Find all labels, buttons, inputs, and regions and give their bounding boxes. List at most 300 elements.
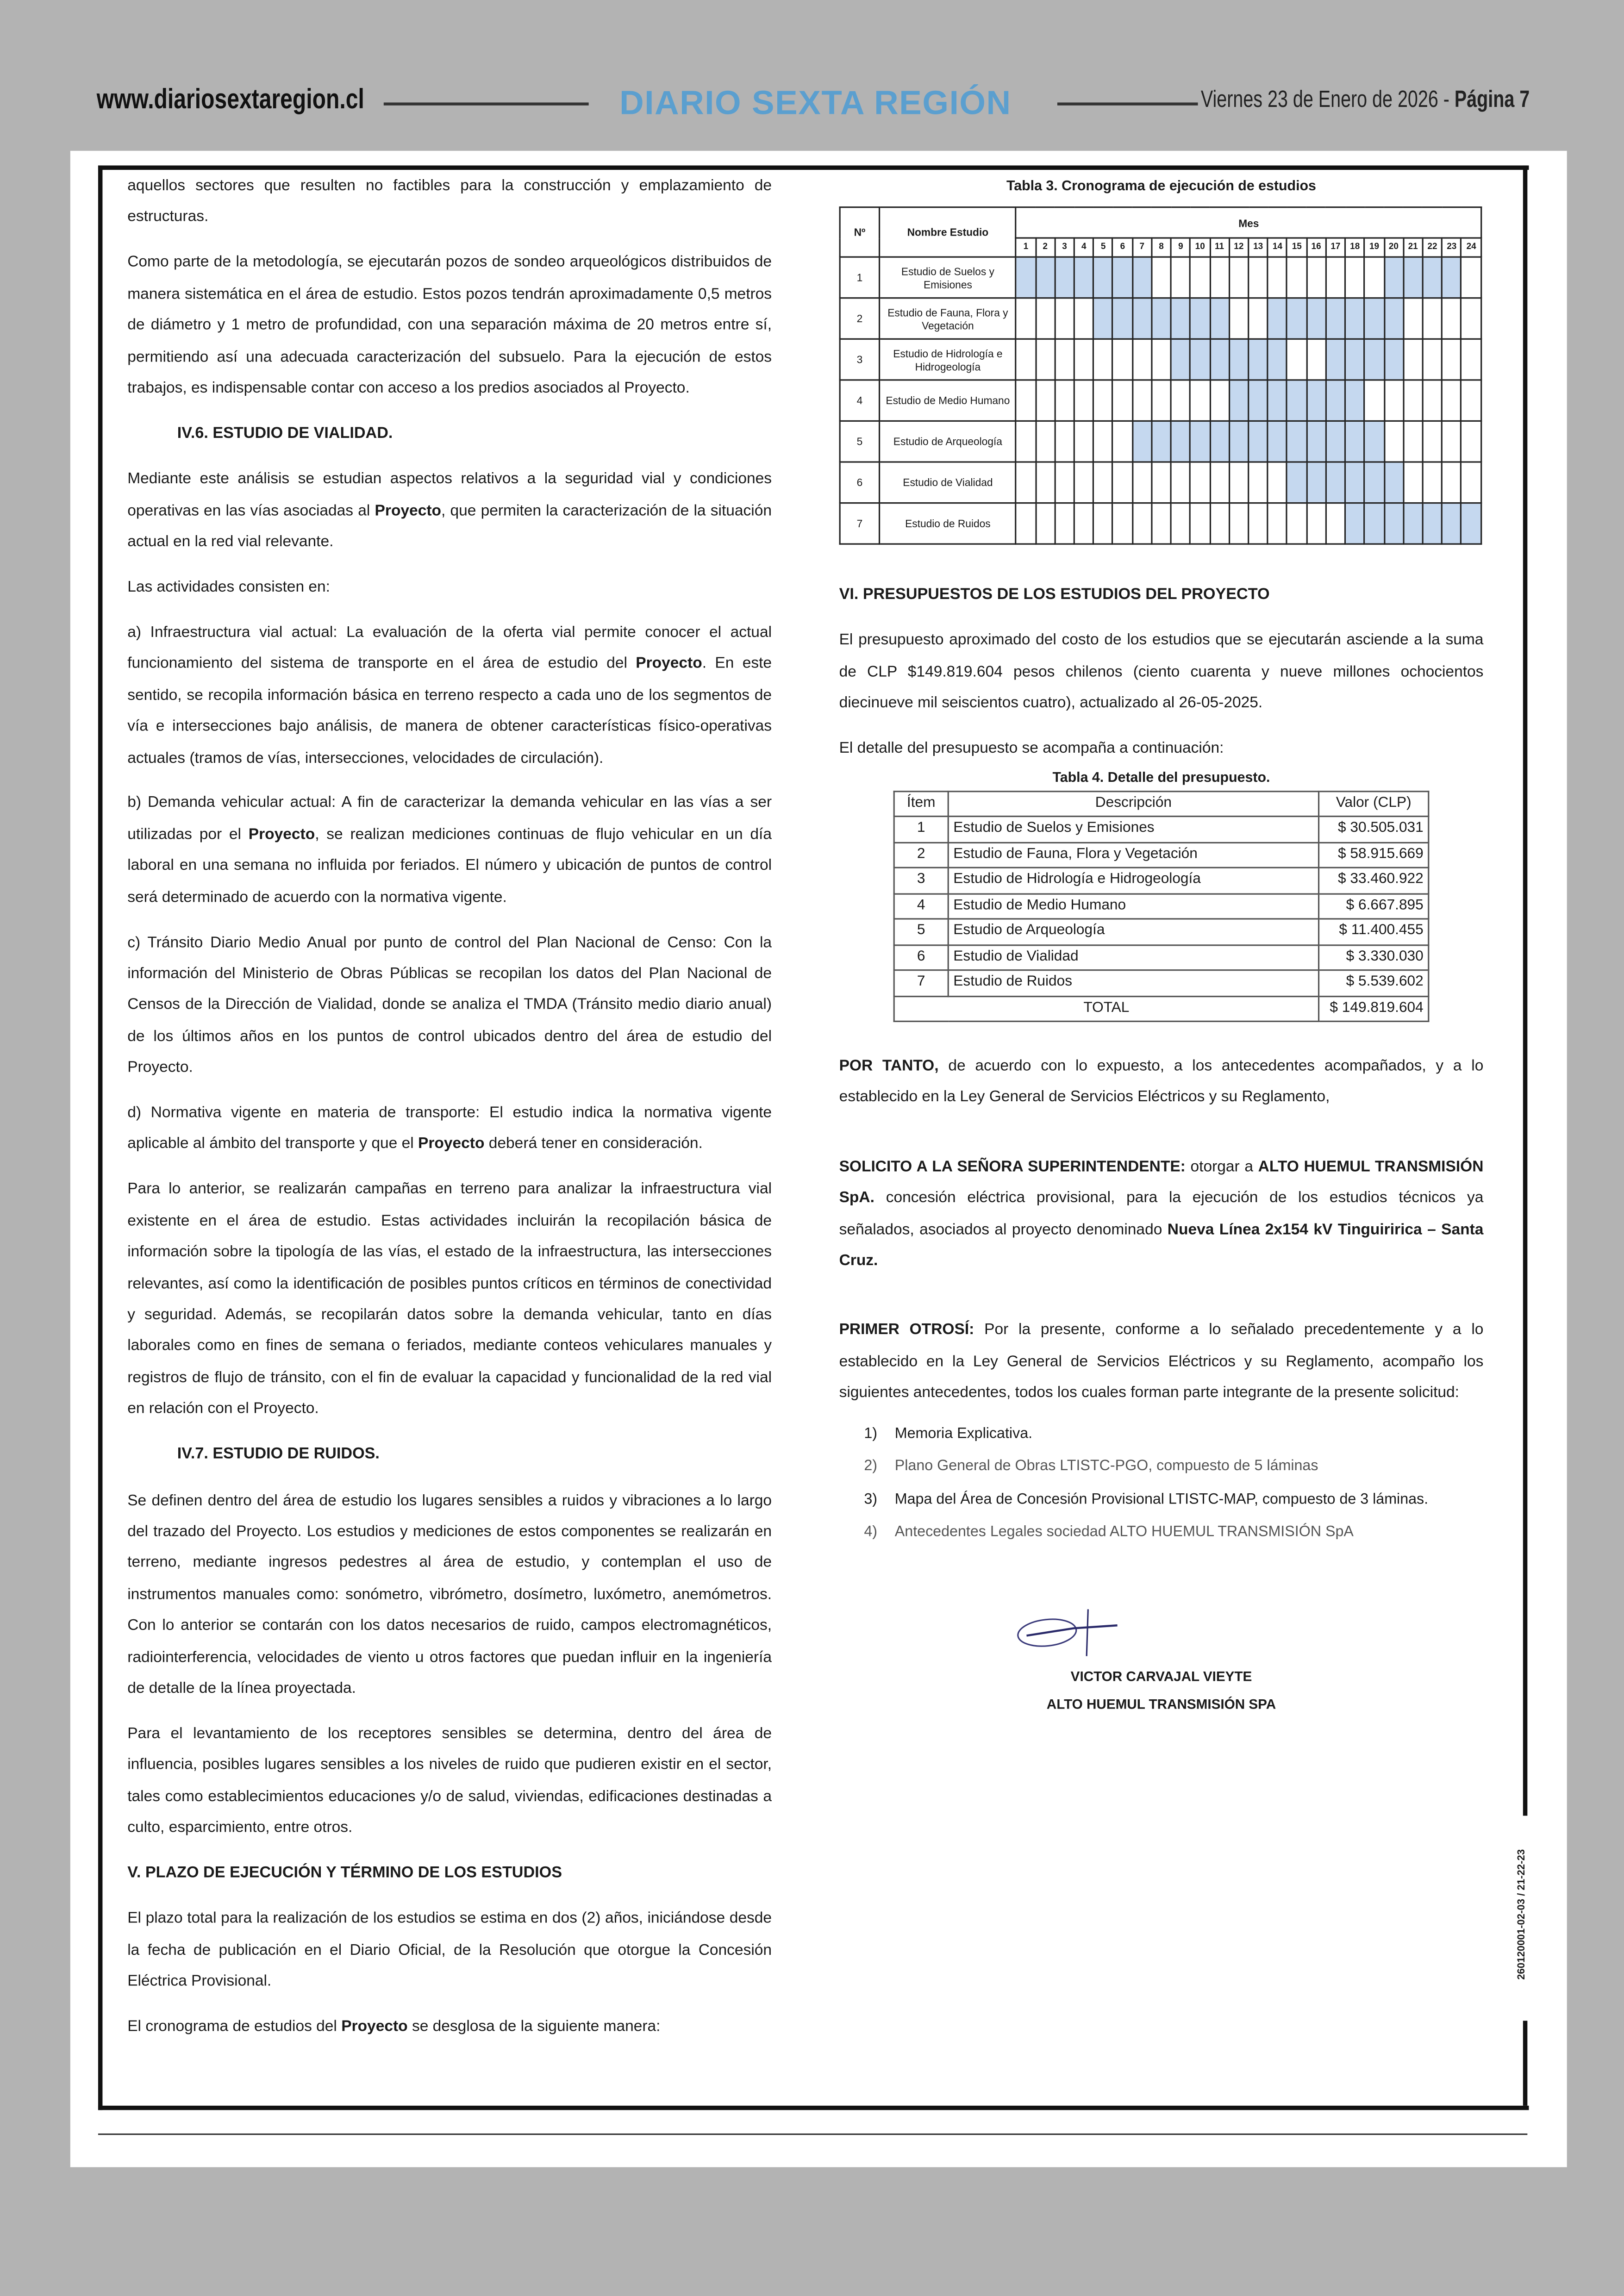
month-cell xyxy=(1462,339,1481,380)
schedule-row xyxy=(840,503,1481,544)
month-cell-active xyxy=(1132,298,1152,339)
month-cell-active xyxy=(1113,257,1132,298)
study-number: 1 xyxy=(840,257,880,298)
month-cell-active xyxy=(1345,421,1365,462)
month-cell-active xyxy=(1306,462,1326,503)
month-cell xyxy=(1093,421,1113,462)
paragraph xyxy=(127,1175,772,1426)
budget-row xyxy=(894,893,1429,919)
item-value: $ 3.330.030 xyxy=(1319,944,1429,970)
paragraph xyxy=(127,1485,772,1705)
month-cell xyxy=(1036,298,1055,339)
month-cell-active xyxy=(1287,298,1306,339)
month-cell xyxy=(1016,298,1036,339)
schedule-table xyxy=(839,206,1482,545)
month-header: 5 xyxy=(1093,238,1113,257)
month-cell-active xyxy=(1365,462,1384,503)
month-cell xyxy=(1036,339,1055,380)
month-cell-active xyxy=(1190,421,1210,462)
month-cell xyxy=(1462,257,1481,298)
month-cell xyxy=(1442,298,1462,339)
month-cell xyxy=(1442,421,1462,462)
month-header: 20 xyxy=(1384,238,1403,257)
month-cell xyxy=(1384,421,1403,462)
study-number: 2 xyxy=(840,298,880,339)
month-header: 19 xyxy=(1365,238,1384,257)
month-cell-active xyxy=(1249,339,1268,380)
month-cell-active xyxy=(1326,298,1345,339)
month-cell xyxy=(1423,421,1442,462)
paragraph xyxy=(127,465,772,559)
month-cell xyxy=(1016,462,1036,503)
month-cell-active xyxy=(1036,257,1055,298)
month-cell xyxy=(1171,503,1191,544)
item-value: $ 11.400.455 xyxy=(1319,919,1429,944)
month-cell xyxy=(1074,339,1093,380)
item-number: 1 xyxy=(894,817,948,842)
paragraph xyxy=(127,248,772,405)
month-cell xyxy=(1132,462,1152,503)
bold-text: PRIMER OTROSÍ: xyxy=(839,1321,974,1339)
month-cell xyxy=(1423,380,1442,421)
month-cell xyxy=(1287,257,1306,298)
bold-text: Proyecto xyxy=(636,655,702,673)
item-number: 5 xyxy=(894,919,948,944)
text-run: Las actividades consisten en: xyxy=(127,578,331,596)
month-header: 10 xyxy=(1190,238,1210,257)
primer-otrosi-paragraph xyxy=(839,1316,1484,1410)
text-run: c) Tránsito Diario Medio Anual por punto de control del Plan Nacional de Censo: Con la información del Ministerio de Obras Públicas se recopilan los datos del Plan Nacional de Censos de la Dirección de Vialidad, donde se analiza el TMDA (Tránsito medio diario anual) de los últimos años en los puntos de control ubicados dentro del área de estudio del Proyecto. xyxy=(127,933,772,1077)
month-cell-active xyxy=(1345,298,1365,339)
month-cell xyxy=(1055,339,1074,380)
attachment-item xyxy=(864,1485,1483,1517)
month-cell xyxy=(1074,462,1093,503)
publication-code: 260120001-02-03 / 21-22-23 xyxy=(1517,1849,1528,1980)
month-cell-active xyxy=(1249,421,1268,462)
budget-heading: VI. PRESUPUESTOS DE LOS ESTUDIOS DEL PROYECTO xyxy=(839,586,1270,604)
month-cell xyxy=(1171,462,1191,503)
budget-row xyxy=(894,970,1429,996)
paragraph xyxy=(127,171,772,234)
month-header: 22 xyxy=(1423,238,1442,257)
text-run: d) Normativa vigente en materia de transporte: El estudio indica la normativa vigente aplicable al ámbito del transporte y que el xyxy=(127,1104,772,1153)
col-header-description: Descripción xyxy=(948,791,1318,816)
month-cell-active xyxy=(1326,339,1345,380)
study-name: Estudio de Fauna, Flora y Vegetación xyxy=(880,298,1016,339)
study-name: Estudio de Hidrología e Hidrogeología xyxy=(880,339,1016,380)
budget-row xyxy=(894,919,1429,944)
month-cell xyxy=(1152,462,1171,503)
month-cell-active xyxy=(1423,257,1442,298)
month-header: 24 xyxy=(1462,238,1481,257)
month-cell xyxy=(1093,503,1113,544)
text-run: deberá tener en consideración. xyxy=(484,1136,703,1153)
text-run: Mediante este análisis se estudian aspectos relativos a la seguridad vial y condiciones operativas en las vías asociadas al xyxy=(127,470,772,519)
text-run: Para el levantamiento de los receptores sensibles se determina, dentro del área de influencia, posibles lugares sensibles a los niveles de ruido que pudieren existir en el sector, tales como establecimientos educaciones y/o de salud, viviendas, edificaciones destinadas a culto, esparcimiento, entre otros. xyxy=(127,1724,772,1837)
month-cell xyxy=(1229,462,1249,503)
header-rule-right xyxy=(1057,102,1198,105)
bold-text: SOLICITO A LA SEÑORA SUPERINTENDENTE: xyxy=(839,1158,1186,1176)
item-value: $ 5.539.602 xyxy=(1319,970,1429,996)
month-cell-active xyxy=(1326,462,1345,503)
month-cell-active xyxy=(1326,421,1345,462)
paragraph xyxy=(127,788,772,914)
month-cell-active xyxy=(1345,462,1365,503)
month-header: 7 xyxy=(1132,238,1152,257)
month-cell-active xyxy=(1074,257,1093,298)
month-cell-active xyxy=(1365,503,1384,544)
item-number: 7 xyxy=(894,970,948,996)
budget-paragraph: El presupuesto aproximado del costo de los estudios que se ejecutarán asciende a la suma de CLP $149.819.604 pesos chilenos (ciento cuarenta y nueve millones ochocientos diecinueve mil seiscientos cuatro), actualizado al 26-05-2025. xyxy=(839,631,1484,712)
month-cell xyxy=(1055,298,1074,339)
month-cell xyxy=(1190,462,1210,503)
month-header: 23 xyxy=(1442,238,1462,257)
text-run: Se definen dentro del área de estudio los lugares sensibles a ruidos y vibraciones a lo largo del trazado del Proyecto. Los estudios y mediciones de estos componentes se realizarán en terreno, mediante ingresos pedestres al área de estudio, y contemplan el uso de instrumentos manuales como: sonómetro, vibrómetro, dosímetro, luxómetro, anemómetros. Con lo anterior se contarán con los datos necesarios de ruido, campos electromagnéticos, radiointerferencia, velocidades de viento u otros factores que puedan influir en la ingeniería de detalle de la línea proyectada. xyxy=(127,1491,772,1697)
header-rule-left xyxy=(384,102,589,105)
month-header: 17 xyxy=(1326,238,1345,257)
month-cell xyxy=(1229,298,1249,339)
month-header: 18 xyxy=(1345,238,1365,257)
text-run: Para lo anterior, se realizarán campañas en terreno para analizar la infraestructura vial existente en el área de estudio. Estas actividades incluirán la recopilación básica de información sobre la tipología de las vías, el estado de la infraestructura, las intersecciones relevantes, así como la identificación de posibles puntos críticos en términos de conectividad y seguridad. Además, se recopilarán datos sobre la demanda vehicular, tanto en días laborales como en fines de semana o feriados, mediante conteos vehiculares manuales y registros de flujo de tránsito, con el fin de evaluar la capacidad y funcionalidad de la red vial en relación con el Proyecto. xyxy=(127,1180,772,1418)
text-run: Como parte de la metodología, se ejecutarán pozos de sondeo arqueológicos distribuidos de manera sistemática en el área de estudio. Estos pozos tendrán aproximadamente 0,5 metros de diámetro y 1 metro de profundidad, con una separación máxima de 20 metros entre sí, permitiendo así una adecuada caracterización del subsuelo. Para la ejecución de estos trabajos, es indispensable contar con acceso a los predios asociados al Proyecto. xyxy=(127,254,772,397)
paragraph xyxy=(127,1098,772,1161)
total-label: TOTAL xyxy=(894,996,1318,1021)
month-header: 15 xyxy=(1287,238,1306,257)
month-cell xyxy=(1132,380,1152,421)
month-cell-active xyxy=(1229,380,1249,421)
month-cell-active xyxy=(1384,462,1403,503)
month-cell xyxy=(1326,503,1345,544)
month-cell-active xyxy=(1403,257,1423,298)
por-tanto-paragraph xyxy=(839,1051,1484,1114)
item-number: 4 xyxy=(894,893,948,919)
month-cell xyxy=(1113,421,1132,462)
month-cell xyxy=(1403,380,1423,421)
month-cell xyxy=(1210,503,1229,544)
attachment-number: 1) xyxy=(864,1426,878,1442)
text-run: se desglosa de la siguiente manera: xyxy=(407,2018,661,2036)
month-cell xyxy=(1113,339,1132,380)
month-cell-active xyxy=(1365,339,1384,380)
text-run: a) Infraestructura vial actual: La evaluación de la oferta vial permite conocer el actual funcionamiento del sistema de transporte en el área de estudio del xyxy=(127,624,772,673)
date-text: Viernes 23 de Enero de 2026 - xyxy=(1200,87,1455,113)
month-cell xyxy=(1423,298,1442,339)
study-number: 3 xyxy=(840,339,880,380)
month-cell-active xyxy=(1093,298,1113,339)
month-cell xyxy=(1462,421,1481,462)
item-value: $ 6.667.895 xyxy=(1319,893,1429,919)
month-cell-active xyxy=(1326,380,1345,421)
budget-row xyxy=(894,842,1429,867)
month-cell xyxy=(1074,298,1093,339)
month-cell xyxy=(1403,421,1423,462)
month-cell xyxy=(1113,462,1132,503)
schedule-table-caption: Tabla 3. Cronograma de ejecución de estudios xyxy=(1006,178,1316,195)
section-heading: V. PLAZO DE EJECUCIÓN Y TÉRMINO DE LOS ESTUDIOS xyxy=(127,1864,562,1882)
month-header: 16 xyxy=(1306,238,1326,257)
month-cell-active xyxy=(1249,380,1268,421)
month-cell xyxy=(1345,257,1365,298)
month-cell xyxy=(1113,380,1132,421)
month-cell xyxy=(1229,503,1249,544)
month-cell xyxy=(1462,462,1481,503)
text-run: otorgar a xyxy=(1185,1158,1258,1176)
schedule-row xyxy=(840,298,1481,339)
month-cell xyxy=(1210,380,1229,421)
month-cell xyxy=(1036,421,1055,462)
month-header: 9 xyxy=(1171,238,1191,257)
schedule-row xyxy=(840,421,1481,462)
month-cell xyxy=(1287,339,1306,380)
month-header: 3 xyxy=(1055,238,1074,257)
month-cell xyxy=(1132,503,1152,544)
text-run: El cronograma de estudios del xyxy=(127,2018,342,2036)
month-cell xyxy=(1268,462,1287,503)
budget-table-caption: Tabla 4. Detalle del presupuesto. xyxy=(1052,769,1270,786)
month-cell-active xyxy=(1132,257,1152,298)
bold-text: Proyecto xyxy=(341,2018,408,2036)
month-cell xyxy=(1093,339,1113,380)
study-number: 7 xyxy=(840,503,880,544)
month-cell-active xyxy=(1442,503,1462,544)
month-cell xyxy=(1210,257,1229,298)
month-cell-active xyxy=(1345,503,1365,544)
attachment-number: 2) xyxy=(864,1459,878,1475)
attachment-number: 4) xyxy=(864,1524,878,1541)
item-description: Estudio de Vialidad xyxy=(948,944,1318,970)
bottom-rule xyxy=(98,2134,1527,2135)
attachment-text: Antecedentes Legales sociedad ALTO HUEMUL TRANSMISIÓN SpA xyxy=(894,1524,1354,1541)
month-cell xyxy=(1171,380,1191,421)
month-cell-active xyxy=(1210,421,1229,462)
month-cell-active xyxy=(1306,380,1326,421)
month-header: 13 xyxy=(1249,238,1268,257)
month-cell xyxy=(1268,257,1287,298)
month-cell-active xyxy=(1384,339,1403,380)
month-cell-active xyxy=(1093,257,1113,298)
schedule-row xyxy=(840,339,1481,380)
paragraph xyxy=(127,928,772,1085)
month-cell xyxy=(1384,380,1403,421)
col-header-name: Nombre Estudio xyxy=(880,207,1016,257)
month-cell xyxy=(1055,503,1074,544)
item-value: $ 33.460.922 xyxy=(1319,867,1429,893)
month-cell-active xyxy=(1403,503,1423,544)
month-cell xyxy=(1036,380,1055,421)
month-header: 2 xyxy=(1036,238,1055,257)
page-number: Página 7 xyxy=(1454,87,1530,113)
text-run: b) Demanda vehicular actual: A fin de caracterizar la demanda vehicular en las vías a ser utilizadas por el xyxy=(127,794,772,843)
item-description: Estudio de Fauna, Flora y Vegetación xyxy=(948,842,1318,867)
study-number: 4 xyxy=(840,380,880,421)
budget-table xyxy=(893,790,1430,1022)
budget-row xyxy=(894,867,1429,893)
attachment-item xyxy=(864,1418,1483,1451)
study-number: 5 xyxy=(840,421,880,462)
month-cell xyxy=(1365,257,1384,298)
text-run: Por la presente, conforme a lo señalado precedentemente y a lo establecido en la Ley General de Servicios Eléctricos y su Reglamento, acompaño los siguientes antecedentes, todos los cuales forman parte integrante de la presente solicitud: xyxy=(839,1321,1484,1402)
month-cell xyxy=(1190,380,1210,421)
month-cell-active xyxy=(1229,339,1249,380)
month-cell xyxy=(1152,339,1171,380)
month-cell-active xyxy=(1210,298,1229,339)
month-header: 11 xyxy=(1210,238,1229,257)
month-cell xyxy=(1423,462,1442,503)
text-run: de acuerdo con lo expuesto, a los antecedentes acompañados, y a lo establecido en la Ley General de Servicios Eléctricos y su Reglamento, xyxy=(839,1057,1484,1106)
month-cell xyxy=(1442,462,1462,503)
month-cell xyxy=(1365,380,1384,421)
month-cell-active xyxy=(1268,421,1287,462)
month-cell xyxy=(1036,462,1055,503)
attachment-item xyxy=(864,1517,1483,1550)
section-heading: IV.6. ESTUDIO DE VIALIDAD. xyxy=(177,424,393,442)
bold-text: Proyecto xyxy=(248,825,315,843)
month-cell xyxy=(1306,503,1326,544)
bold-text: POR TANTO, xyxy=(839,1057,939,1075)
month-cell xyxy=(1249,503,1268,544)
item-value: $ 30.505.031 xyxy=(1319,817,1429,842)
month-cell-active xyxy=(1268,339,1287,380)
month-cell-active xyxy=(1384,257,1403,298)
month-cell xyxy=(1074,503,1093,544)
detail-paragraph: El detalle del presupuesto se acompaña a continuación: xyxy=(839,739,1224,757)
signer-company: ALTO HUEMUL TRANSMISIÓN SPA xyxy=(1046,1695,1276,1711)
item-description: Estudio de Ruidos xyxy=(948,970,1318,996)
study-name: Estudio de Vialidad xyxy=(880,462,1016,503)
month-cell xyxy=(1249,462,1268,503)
month-cell-active xyxy=(1152,298,1171,339)
month-cell-active xyxy=(1423,503,1442,544)
signature xyxy=(1015,1606,1132,1659)
month-cell xyxy=(1016,380,1036,421)
month-cell-active xyxy=(1287,380,1306,421)
study-name: Estudio de Medio Humano xyxy=(880,380,1016,421)
month-cell xyxy=(1113,503,1132,544)
month-cell-active xyxy=(1287,421,1306,462)
month-cell-active xyxy=(1345,339,1365,380)
item-number: 6 xyxy=(894,944,948,970)
col-header-month: Mes xyxy=(1016,207,1481,238)
month-cell xyxy=(1229,257,1249,298)
month-cell-active xyxy=(1132,421,1152,462)
month-cell-active xyxy=(1345,380,1365,421)
month-cell xyxy=(1074,421,1093,462)
paragraph xyxy=(127,1904,772,1998)
issue-date xyxy=(1201,88,1530,114)
bold-text: Proyecto xyxy=(375,501,441,519)
month-cell xyxy=(1152,503,1171,544)
month-cell xyxy=(1462,298,1481,339)
month-cell-active xyxy=(1268,380,1287,421)
month-cell-active xyxy=(1055,257,1074,298)
bold-text: ALTO HUEMUL TRANSMISIÓN SpA. xyxy=(839,1158,1484,1207)
month-cell xyxy=(1190,257,1210,298)
month-header: 4 xyxy=(1074,238,1093,257)
budget-row xyxy=(894,817,1429,842)
month-cell xyxy=(1074,380,1093,421)
col-header-value: Valor (CLP) xyxy=(1319,791,1429,816)
month-cell xyxy=(1306,339,1326,380)
month-cell xyxy=(1132,339,1152,380)
study-name: Estudio de Arqueología xyxy=(880,421,1016,462)
month-cell xyxy=(1249,257,1268,298)
month-cell-active xyxy=(1171,421,1191,462)
text-run: aquellos sectores que resulten no factibles para la construcción y emplazamiento de estructuras. xyxy=(127,177,772,226)
bold-text: Nueva Línea 2x154 kV Tinguiririca – Santa Cruz. xyxy=(839,1221,1484,1270)
total-value: $ 149.819.604 xyxy=(1319,996,1429,1021)
text-run: concesión eléctrica provisional, para la ejecución de los estudios técnicos ya señalados, asociados al proyecto denominado xyxy=(839,1189,1484,1239)
schedule-row xyxy=(840,462,1481,503)
month-cell xyxy=(1055,462,1074,503)
item-description: Estudio de Hidrología e Hidrogeología xyxy=(948,867,1318,893)
month-cell-active xyxy=(1462,503,1481,544)
month-cell-active xyxy=(1306,421,1326,462)
month-cell xyxy=(1093,380,1113,421)
text-run: , que permiten la caracterización de la situación actual en la red vial relevante. xyxy=(127,501,772,551)
bold-text: Proyecto xyxy=(418,1136,485,1153)
month-cell-active xyxy=(1442,257,1462,298)
month-cell xyxy=(1055,421,1074,462)
month-header: 12 xyxy=(1229,238,1249,257)
frame-right-border-lower xyxy=(1523,2021,1527,2105)
paragraph xyxy=(127,1719,772,1844)
schedule-row xyxy=(840,257,1481,298)
month-cell-active xyxy=(1113,298,1132,339)
month-cell xyxy=(1016,421,1036,462)
attachment-item xyxy=(864,1451,1483,1484)
paragraph xyxy=(127,2012,772,2044)
text-run: El plazo total para la realización de los estudios se estima en dos (2) años, iniciándose desde la fecha de publicación en el Diario Oficial, de la Resolución que otorgue la Concesión Eléctrica Provisional. xyxy=(127,1910,772,1990)
month-cell xyxy=(1306,257,1326,298)
paragraph xyxy=(127,573,772,604)
item-number: 3 xyxy=(894,867,948,893)
attachment-text: Mapa del Área de Concesión Provisional LTISTC-MAP, compuesto de 3 láminas. xyxy=(894,1491,1429,1508)
month-cell-active xyxy=(1229,421,1249,462)
month-cell xyxy=(1403,298,1423,339)
month-header: 6 xyxy=(1113,238,1132,257)
month-cell xyxy=(1093,462,1113,503)
month-cell-active xyxy=(1384,503,1403,544)
month-cell-active xyxy=(1152,421,1171,462)
month-cell-active xyxy=(1287,462,1306,503)
month-header: 1 xyxy=(1016,238,1036,257)
website-url[interactable]: www.diariosextaregion.cl xyxy=(96,85,364,116)
attachment-text: Memoria Explicativa. xyxy=(894,1426,1033,1442)
month-cell xyxy=(1249,298,1268,339)
month-header: 14 xyxy=(1268,238,1287,257)
study-name: Estudio de Ruidos xyxy=(880,503,1016,544)
attachment-number: 3) xyxy=(864,1491,878,1508)
month-cell xyxy=(1055,380,1074,421)
item-number: 2 xyxy=(894,842,948,867)
month-cell xyxy=(1190,503,1210,544)
month-cell-active xyxy=(1190,339,1210,380)
month-cell xyxy=(1268,503,1287,544)
left-column xyxy=(127,171,772,2057)
item-value: $ 58.915.669 xyxy=(1319,842,1429,867)
item-description: Estudio de Medio Humano xyxy=(948,893,1318,919)
month-cell-active xyxy=(1171,298,1191,339)
study-name: Estudio de Suelos y Emisiones xyxy=(880,257,1016,298)
text-run: . En este sentido, se recopila información básica en terreno respecto a cada uno de los segmentos de vía e intersecciones bajo análisis, de manera de obtener características físico-operativas actuales (tramos de vías, intersecciones, velocidades de circulación). xyxy=(127,655,772,767)
month-cell-active xyxy=(1365,421,1384,462)
budget-row xyxy=(894,944,1429,970)
schedule-row xyxy=(840,380,1481,421)
month-cell-active xyxy=(1210,339,1229,380)
month-cell xyxy=(1152,380,1171,421)
month-cell xyxy=(1171,257,1191,298)
newspaper-title: DIARIO SEXTA REGIÓN xyxy=(619,83,1012,122)
